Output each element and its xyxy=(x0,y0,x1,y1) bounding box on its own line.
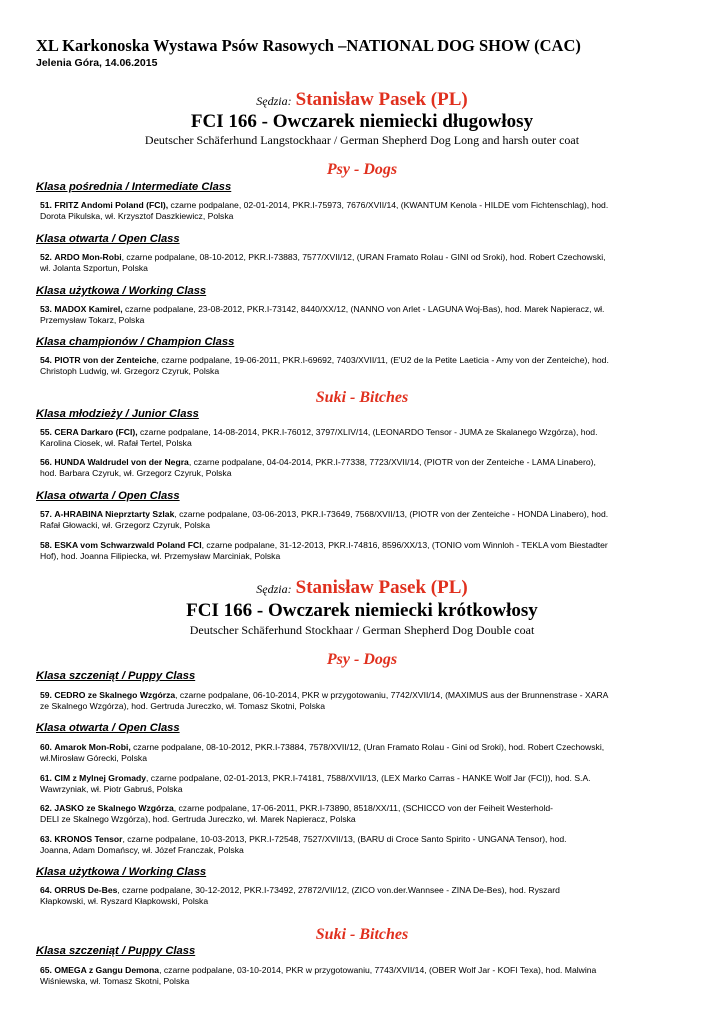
dog-name: KRONOS Tensor xyxy=(54,834,123,844)
entry-number: 57. xyxy=(40,509,52,519)
dog-name: A-HRABINA Nieprztarty Szlak xyxy=(54,509,175,519)
entry-owner: ze Skalnego Wzgórza), hod. Gertruda Jureczko, wł. Tomasz Skotni, Polska xyxy=(40,701,325,711)
dog-name: MADOX Kamirel, xyxy=(54,304,123,314)
entry-owner: DELI ze Skalnego Wzgórza), hod. Gertruda Jureczko, wł. Marek Napieracz, Polska xyxy=(40,814,356,824)
entry-details: , czarne podpalane, 17-06-2011, PKR.I-73890, 8518/XX/11, (SCHICCO von der Feiheit Westerhold- xyxy=(173,803,554,813)
entry-number: 53. xyxy=(40,304,52,314)
entry-number: 65. xyxy=(40,965,52,975)
entry xyxy=(40,355,690,377)
judge-line xyxy=(0,577,724,599)
entry-details: , czarne podpalane, 08-10-2012, PKR.I-73883, 7577/XVII/12, (URAN Framato Rolau - GINI od Sroki), hod. Robert Czechowski, xyxy=(121,252,606,262)
entry-number: 63. xyxy=(40,834,52,844)
entry-details: , czarne podpalane, 06-10-2014, PKR w przygotowaniu, 7742/XVII/14, (MAXIMUS aus der Brunnenstrase - XARA xyxy=(175,690,609,700)
entry-details: , czarne podpalane, 19-06-2011, PKR.I-69692, 7403/XVII/11, (E'U2 de la Petite Laeticia - Amy von der Zenteiche), hod. xyxy=(156,355,609,365)
entry-number: 62. xyxy=(40,803,52,813)
class-heading: Klasa młodzieży / Junior Class xyxy=(36,408,199,420)
sex-heading-bitches: Suki - Bitches xyxy=(315,926,409,943)
class-heading: Klasa otwarta / Open Class xyxy=(36,233,180,245)
judge-name: Stanisław Pasek (PL) xyxy=(295,89,468,110)
dog-name: HUNDA Waldrudel von der Negra xyxy=(54,457,189,467)
entry xyxy=(40,304,690,326)
sex-heading-bitches: Suki - Bitches xyxy=(315,389,409,406)
entry-number: 51. xyxy=(40,200,52,210)
entry-details: , czarne podpalane, 02-01-2013, PKR.I-74181, 7588/XVII/13, (LEX Marko Carras - HANKE Wolf Jar (FCI)), hod. S.A. xyxy=(146,773,591,783)
entry-number: 55. xyxy=(40,427,52,437)
breed-title: FCI 166 - Owczarek niemiecki krótkowłosy xyxy=(186,600,538,621)
show-date-location: Jelenia Góra, 14.06.2015 xyxy=(36,57,158,69)
entry-owner: Wiśniewska, wł. Tomasz Skotni, Polska xyxy=(40,976,190,986)
entry-details: , czarne podpalane, 03-06-2013, PKR.I-73649, 7568/XVII/13, (PIOTR von der Zenteiche - HONDA Linabero), hod. xyxy=(174,509,609,519)
entry-owner: Wawrzyniak, wł. Piotr Gabruś, Polska xyxy=(40,784,183,794)
dog-name: ARDO Mon-Robi xyxy=(54,252,122,262)
entry xyxy=(40,540,690,562)
dog-name: Amarok Mon-Robi, xyxy=(54,742,131,752)
judge-label: Sędzia: xyxy=(256,94,292,108)
entry-details: czarne podpalane, 02-01-2014, PKR.I-75973, 7676/XVII/14, (KWANTUM Kenola - HILDE vom Fichtenschlag), hod. xyxy=(170,200,609,210)
entry-owner: Dorota Pikulska, wł. Krzysztof Daszkiewicz, Polska xyxy=(40,211,234,221)
entry xyxy=(40,427,690,449)
class-heading: Klasa otwarta / Open Class xyxy=(36,722,180,734)
entry-owner: Karolina Ciosek, wł. Rafał Tertel, Polska xyxy=(40,438,192,448)
breed-title: FCI 166 - Owczarek niemiecki długowłosy xyxy=(190,111,534,132)
entry xyxy=(40,200,690,222)
dog-name: CIM z Mylnej Gromady xyxy=(54,773,147,783)
entry xyxy=(40,965,690,987)
breed-subtitle: Deutscher Schäferhund Stockhaar / German Shepherd Dog Double coat xyxy=(189,623,535,637)
entry-details: , czarne podpalane, 04-04-2014, PKR.I-77338, 7723/XVII/14, (PIOTR von der Zenteiche - LAMA Linabero), xyxy=(188,457,596,467)
class-heading: Klasa otwarta / Open Class xyxy=(36,490,180,502)
class-heading: Klasa użytkowa / Working Class xyxy=(36,285,207,297)
entry-owner: Christoph Ludwig, wł. Grzegorz Czyruk, Polska xyxy=(40,366,220,376)
dog-name: ORRUS De-Bes xyxy=(54,885,118,895)
entry-number: 59. xyxy=(40,690,52,700)
sex-heading-dogs: Psy - Dogs xyxy=(326,651,398,668)
entry-details: czarne podpalane, 14-08-2014, PKR.I-76012, 3797/XLIV/14, (LEONARDO Tensor - JUMA ze Skalanego Wzgórza), hod. xyxy=(139,427,598,437)
class-heading: Klasa szczeniąt / Puppy Class xyxy=(36,670,196,682)
class-heading: Klasa użytkowa / Working Class xyxy=(36,866,207,878)
entry-number: 58. xyxy=(40,540,52,550)
entry-number: 60. xyxy=(40,742,52,752)
entry xyxy=(40,252,690,274)
sex-heading-dogs: Psy - Dogs xyxy=(326,161,398,178)
judge-line xyxy=(0,89,724,111)
entry xyxy=(40,834,690,856)
entry-number: 52. xyxy=(40,252,52,262)
dog-name: CERA Darkaro (FCI), xyxy=(54,427,138,437)
entry xyxy=(40,803,690,825)
breed-subtitle: Deutscher Schäferhund Langstockhaar / German Shepherd Dog Long and harsh outer coat xyxy=(144,133,580,147)
entry-owner: Hof), hod. Joanna Filipiecka, wł. Przemysław Marciniak, Polska xyxy=(40,551,281,561)
entry xyxy=(40,742,690,764)
entry xyxy=(40,690,690,712)
entry-number: 64. xyxy=(40,885,52,895)
entry-details: , czarne podpalane, 30-12-2012, PKR.I-73492, 27872/VII/12, (ZICO von.der.Wannsee - ZINA De-Bes), hod. Ryszard xyxy=(117,885,560,895)
entry-owner: hod. Barbara Czyruk, wł. Grzegorz Czyruk, Polska xyxy=(40,468,232,478)
class-heading: Klasa pośrednia / Intermediate Class xyxy=(36,181,232,193)
class-heading: Klasa szczeniąt / Puppy Class xyxy=(36,945,196,957)
class-heading: Klasa championów / Champion Class xyxy=(36,336,235,348)
entry-number: 61. xyxy=(40,773,52,783)
dog-name: ESKA vom Schwarzwald Poland FCI xyxy=(54,540,202,550)
entry-number: 56. xyxy=(40,457,52,467)
show-title: XL Karkonoska Wystawa Psów Rasowych –NATIONAL DOG SHOW (CAC) xyxy=(36,36,581,55)
dog-name: OMEGA z Gangu Demona xyxy=(54,965,160,975)
entry-owner: wł. Jolanta Szportun, Polska xyxy=(40,263,148,273)
entry xyxy=(40,773,690,795)
entry-number: 54. xyxy=(40,355,52,365)
entry-owner: Przemysław Tokarz, Polska xyxy=(40,315,145,325)
entry-details: , czarne podpalane, 31-12-2013, PKR.I-74816, 8596/XX/13, (TONIO vom Winnloh - TEKLA vom Biestadter xyxy=(201,540,608,550)
entry-owner: Rafał Głowacki, wł. Grzegorz Czyruk, Polska xyxy=(40,520,211,530)
judge-name: Stanisław Pasek (PL) xyxy=(295,577,468,598)
entry-owner: wł.Mirosław Górecki, Polska xyxy=(40,753,147,763)
entry xyxy=(40,885,690,907)
entry-details: czarne podpalane, 23-08-2012, PKR.I-73142, 8440/XX/12, (NANNO von Arlet - LAGUNA Woj-Bas), hod. Marek Napieracz, wł. xyxy=(125,304,605,314)
entry-details: , czarne podpalane, 03-10-2014, PKR w przygotowaniu, 7743/XVII/14, (OBER Wolf Jar - KOFI Texa), hod. Malwina xyxy=(159,965,597,975)
entry xyxy=(40,509,690,531)
dog-name: JASKO ze Skalnego Wzgórza xyxy=(54,803,174,813)
entry-details: , czarne podpalane, 10-03-2013, PKR.I-72548, 7527/XVII/13, (BARU di Croce Santo Spirito - UNGANA Tensor), hod. xyxy=(122,834,567,844)
dog-name: CEDRO ze Skalnego Wzgórza xyxy=(54,690,176,700)
dog-name: PIOTR von der Zenteiche xyxy=(54,355,157,365)
judge-label: Sędzia: xyxy=(256,582,292,596)
entry-owner: Kłapkowski, wł. Ryszard Kłapkowski, Polska xyxy=(40,896,209,906)
entry-details: czarne podpalane, 08-10-2012, PKR.I-73884, 7578/XVII/12, (Uran Framato Rolau - Gini od Sroki), hod. Robert Czechowski, xyxy=(133,742,605,752)
entry xyxy=(40,457,690,479)
entry-owner: Joanna, Adam Domańscy, wł. Józef Franczak, Polska xyxy=(40,845,244,855)
dog-name: FRITZ Andomi Poland (FCI), xyxy=(54,200,169,210)
